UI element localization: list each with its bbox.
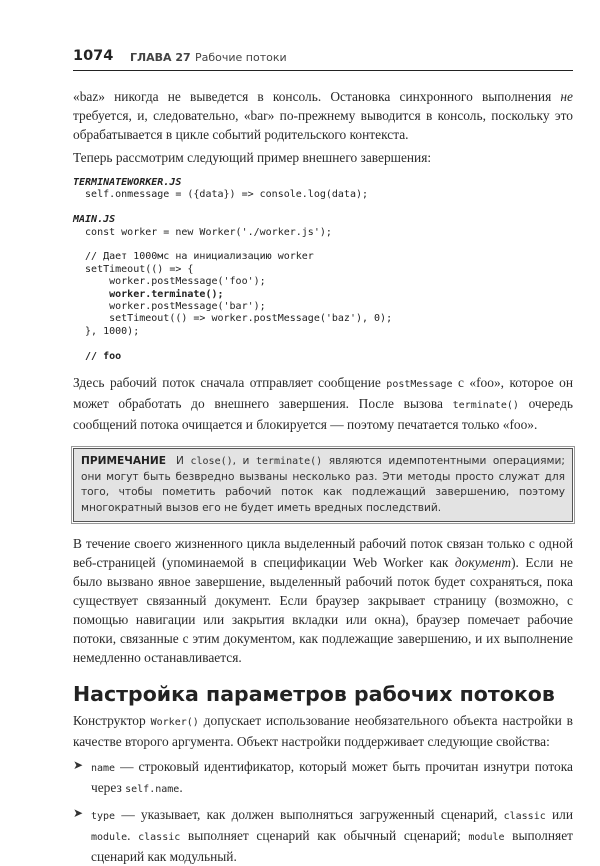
inline-code: classic xyxy=(503,811,546,823)
paragraph-5 xyxy=(73,711,573,751)
inline-code: module xyxy=(468,832,505,844)
section-heading: Настройка параметров рабочих потоков xyxy=(73,682,555,707)
note-box xyxy=(73,448,573,522)
code-line: worker.terminate(); xyxy=(73,288,224,300)
text-run: В течение своего жизненного цикла выделенный рабочий поток связан только с одной веб-страницей (упоминаемой в спецификации Web Worker как xyxy=(73,536,573,571)
page-number: 1074 xyxy=(73,48,114,64)
list-item xyxy=(73,757,573,799)
text-run: очередь сообщений потока очищается и блокируется — поэтому печатается только «foo». xyxy=(73,396,573,433)
note-title: ПРИМЕЧАНИЕ xyxy=(81,455,167,468)
code-line: const worker = new Worker('./worker.js'); xyxy=(73,226,332,238)
code-line: worker.postMessage('bar'); xyxy=(73,301,266,313)
code-line: setTimeout(() => worker.postMessage('baz'), 0); xyxy=(73,313,393,325)
inline-code: Worker() xyxy=(150,717,199,729)
inline-code: name xyxy=(91,763,116,775)
text-run: ). Если не было вызвано явное завершение, выделенный рабочий поток будет сохраняться, пока существует связанный документ. Если браузер закрывает страницу (возможно, с помощью навигации или закрытия вкладки или окна), браузер помечает рабочие потоки, связанные с этим документом, как подлежащие завершению, и их выполнение немедленно останавливается. xyxy=(73,555,573,666)
emphasis: документ xyxy=(454,555,512,571)
paragraph-3 xyxy=(73,373,573,434)
code-line: worker.postMessage('foo'); xyxy=(73,276,266,288)
text-run: требуется, и, следовательно, «bar» по-прежнему выводится в консоль, поскольку это обрабатывается в цикле событий родительского контекста. xyxy=(73,108,573,142)
list-item xyxy=(73,805,573,866)
inline-code: postMessage xyxy=(386,379,453,391)
text-run: с «foo», которое он может обработать до внешнего завершения. После вызова xyxy=(73,375,573,412)
list-item-text xyxy=(91,757,573,799)
code-line: // Дает 1000мс на инициализацию worker xyxy=(73,251,314,263)
arrowhead-right-icon: ➤ xyxy=(73,758,84,773)
running-header xyxy=(73,46,573,71)
text-run: допускает использование необязательного объекта настройки в качестве второго аргумента. Объект настройки поддерживает следующие свойства: xyxy=(73,713,574,750)
text-run: И xyxy=(176,455,191,468)
code-line xyxy=(73,239,573,251)
paragraph-2 xyxy=(73,148,573,167)
text-run: — строковый идентификатор, который может быть прочитан изнутри потока через xyxy=(91,759,573,796)
text-run: «baz» никогда не выведется в консоль. Остановка синхронного выполнения xyxy=(73,89,561,104)
inline-code: self.name xyxy=(125,784,180,796)
text-run: выполняет сценарий как модульный. xyxy=(91,828,573,865)
text-run: являются идемпотентными операциями; они могут быть безвредно вызваны несколько раз. Эти методы просто служат для того, чтобы пометить рабочий поток как подлежащий завершению, поэтому многократный вызов его не будет иметь вредных последствий. xyxy=(81,455,565,514)
book-page xyxy=(73,0,573,866)
code-line: self.onmessage = ({data}) => console.log(data); xyxy=(73,189,369,201)
inline-code: module xyxy=(91,832,128,844)
chapter-title: Рабочие потоки xyxy=(195,51,287,64)
arrowhead-right-icon: ➤ xyxy=(73,806,84,821)
text-run: — указывает, как должен выполняться загруженный сценарий, xyxy=(115,807,504,823)
main-code-lines xyxy=(73,227,573,363)
text-run: выполняет сценарий как обычный сценарий; xyxy=(180,828,469,844)
code-line: // foo xyxy=(73,350,122,362)
text-run: Конструктор xyxy=(73,713,151,729)
text-run: , и xyxy=(232,455,256,468)
code-file-label: TERMINATEWORKER.JS xyxy=(73,177,182,188)
code-line: }, 1000); xyxy=(73,325,140,337)
text-run: или xyxy=(545,807,573,823)
inline-code: terminate() xyxy=(452,400,519,412)
text-run: . xyxy=(179,780,183,796)
inline-code: classic xyxy=(138,832,181,844)
chapter-label: ГЛАВА 27 xyxy=(130,51,191,64)
paragraph-1 xyxy=(73,87,573,144)
code-listing xyxy=(73,177,573,363)
text-run: Здесь рабочий поток сначала отправляет сообщение xyxy=(73,375,387,391)
paragraph-4 xyxy=(73,534,573,667)
emphasis: не xyxy=(560,89,573,104)
text-run: . xyxy=(127,828,139,844)
code-line xyxy=(73,338,573,350)
code-line: setTimeout(() => { xyxy=(73,263,194,275)
text-run: Теперь рассмотрим следующий пример внешнего завершения: xyxy=(73,150,432,165)
list-item-text xyxy=(91,805,573,866)
code-file-label: MAIN.JS xyxy=(73,214,116,226)
inline-code: close() xyxy=(190,456,233,468)
inline-code: type xyxy=(91,811,116,823)
inline-code: terminate() xyxy=(255,456,323,468)
